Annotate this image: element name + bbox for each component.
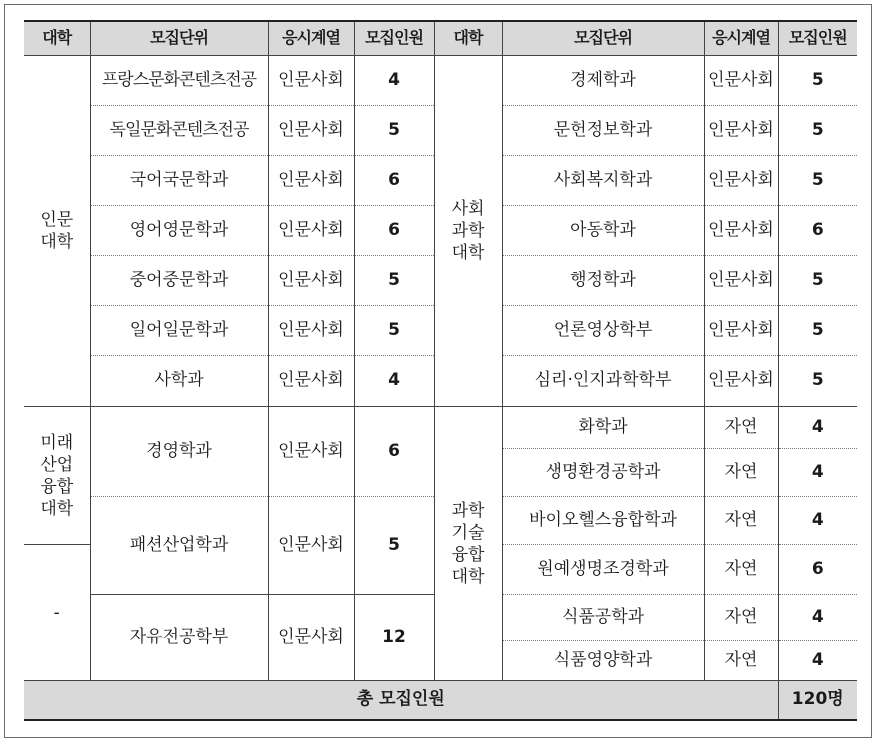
college-name-line: 대학 xyxy=(40,232,74,252)
quota-cell: 4 xyxy=(778,595,857,641)
unit-cell: 문헌정보학과 xyxy=(502,106,704,156)
college-future-industry xyxy=(24,407,90,545)
college-name-line: 융합 xyxy=(40,476,74,497)
college-name-line: 기술 xyxy=(451,522,485,543)
header-track-left: 응시계열 xyxy=(268,21,354,56)
track-cell: 인문사회 xyxy=(704,56,778,106)
unit-cell: 독일문화콘텐츠전공 xyxy=(90,106,268,156)
quota-cell: 5 xyxy=(354,306,434,356)
quota-cell: 5 xyxy=(778,156,857,206)
header-unit-right: 모집단위 xyxy=(502,21,704,56)
unit-cell: 화학과 xyxy=(502,407,704,449)
header-college-left: 대학 xyxy=(24,21,90,56)
unit-cell: 일어일문학과 xyxy=(90,306,268,356)
header-track-right: 응시계열 xyxy=(704,21,778,56)
unit-cell: 국어국문학과 xyxy=(90,156,268,206)
quota-cell: 5 xyxy=(778,56,857,106)
college-name-line: 대학 xyxy=(40,498,74,519)
college-name-line: 사회 xyxy=(451,199,485,219)
unit-cell: 언론영상학부 xyxy=(502,306,704,356)
quota-cell: 5 xyxy=(778,306,857,356)
college-science-tech xyxy=(434,407,502,681)
unit-cell: 자유전공학부 xyxy=(90,595,268,681)
track-cell: 인문사회 xyxy=(268,306,354,356)
college-name-line: 과학 xyxy=(451,221,485,241)
track-cell: 자연 xyxy=(704,545,778,595)
quota-cell: 5 xyxy=(778,256,857,306)
track-cell: 자연 xyxy=(704,497,778,545)
track-cell: 인문사회 xyxy=(704,356,778,407)
total-value: 120명 xyxy=(778,681,857,721)
track-cell: 인문사회 xyxy=(268,595,354,681)
quota-cell: 5 xyxy=(778,356,857,407)
track-cell: 인문사회 xyxy=(268,407,354,497)
track-cell: 인문사회 xyxy=(704,156,778,206)
unit-cell: 프랑스문화콘텐츠전공 xyxy=(90,56,268,106)
unit-cell: 원예생명조경학과 xyxy=(502,545,704,595)
track-cell: 자연 xyxy=(704,641,778,681)
unit-cell: 사회복지학과 xyxy=(502,156,704,206)
track-cell: 자연 xyxy=(704,595,778,641)
track-cell: 자연 xyxy=(704,449,778,497)
track-cell: 인문사회 xyxy=(268,106,354,156)
quota-cell: 6 xyxy=(778,545,857,595)
unit-cell: 행정학과 xyxy=(502,256,704,306)
quota-cell: 6 xyxy=(354,206,434,256)
quota-cell: 5 xyxy=(778,106,857,156)
unit-cell: 경제학과 xyxy=(502,56,704,106)
header-college-right: 대학 xyxy=(434,21,502,56)
quota-cell: 5 xyxy=(354,497,434,595)
college-name-line: 인문 xyxy=(40,210,74,230)
quota-cell: 5 xyxy=(354,256,434,306)
unit-cell: 영어영문학과 xyxy=(90,206,268,256)
quota-cell: 4 xyxy=(778,449,857,497)
track-cell: 인문사회 xyxy=(268,156,354,206)
track-cell: 인문사회 xyxy=(704,306,778,356)
header-unit-left: 모집단위 xyxy=(90,21,268,56)
college-social-science xyxy=(434,56,502,407)
unit-cell: 생명환경공학과 xyxy=(502,449,704,497)
track-cell: 인문사회 xyxy=(268,256,354,306)
track-cell: 인문사회 xyxy=(704,256,778,306)
quota-cell: 4 xyxy=(778,497,857,545)
college-name-line: 융합 xyxy=(451,544,485,565)
total-label: 총 모집인원 xyxy=(24,681,778,721)
college-none: - xyxy=(24,545,90,681)
unit-cell: 아동학과 xyxy=(502,206,704,256)
quota-cell: 4 xyxy=(354,356,434,407)
unit-cell: 바이오헬스융합학과 xyxy=(502,497,704,545)
college-name-line: 산업 xyxy=(40,454,74,475)
total-row xyxy=(24,681,857,721)
header-row xyxy=(24,21,857,56)
track-cell: 인문사회 xyxy=(704,206,778,256)
quota-cell: 12 xyxy=(354,595,434,681)
college-humanities xyxy=(24,56,90,407)
unit-cell: 심리·인지과학학부 xyxy=(502,356,704,407)
college-name-line: 과학 xyxy=(451,500,485,521)
quota-cell: 4 xyxy=(778,641,857,681)
unit-cell: 중어중문학과 xyxy=(90,256,268,306)
track-cell: 인문사회 xyxy=(268,56,354,106)
table-row xyxy=(24,56,857,106)
quota-cell: 6 xyxy=(354,156,434,206)
unit-cell: 사학과 xyxy=(90,356,268,407)
unit-cell: 식품영양학과 xyxy=(502,641,704,681)
table-row xyxy=(24,407,857,449)
quota-cell: 5 xyxy=(354,106,434,156)
unit-cell: 패션산업학과 xyxy=(90,497,268,595)
college-name-line: 대학 xyxy=(451,243,485,263)
quota-cell: 6 xyxy=(778,206,857,256)
track-cell: 인문사회 xyxy=(704,106,778,156)
quota-cell: 6 xyxy=(354,407,434,497)
unit-cell: 식품공학과 xyxy=(502,595,704,641)
quota-cell: 4 xyxy=(354,56,434,106)
college-name-line: 미래 xyxy=(40,432,74,453)
college-name-line: 대학 xyxy=(451,566,485,587)
track-cell: 인문사회 xyxy=(268,356,354,407)
admissions-table xyxy=(24,20,857,721)
unit-cell: 경영학과 xyxy=(90,407,268,497)
track-cell: 인문사회 xyxy=(268,497,354,595)
header-quota-left: 모집인원 xyxy=(354,21,434,56)
header-quota-right: 모집인원 xyxy=(778,21,857,56)
track-cell: 인문사회 xyxy=(268,206,354,256)
track-cell: 자연 xyxy=(704,407,778,449)
quota-cell: 4 xyxy=(778,407,857,449)
